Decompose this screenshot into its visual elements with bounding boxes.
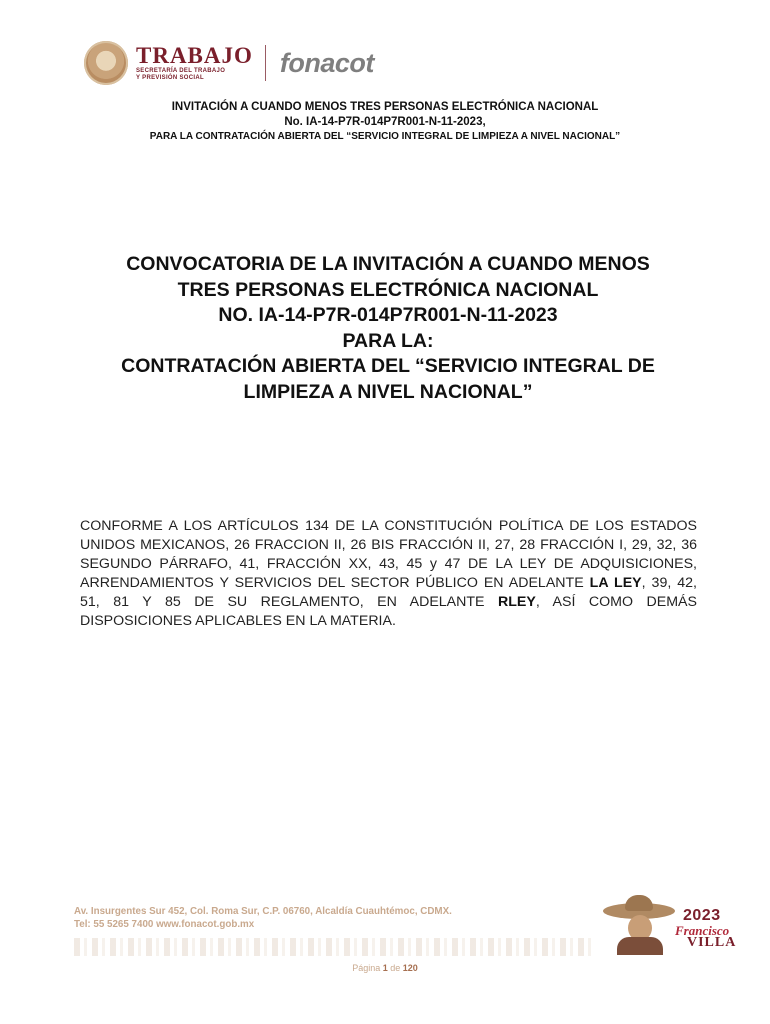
footer-address-block	[74, 905, 452, 931]
page-prefix: Página	[352, 963, 383, 973]
ministry-sub-2: Y PREVISIÓN SOCIAL	[136, 75, 204, 81]
footer-address: Av. Insurgentes Sur 452, Col. Roma Sur, C.P. 06760, Alcaldía Cuauhtémoc, CDMX.	[74, 906, 452, 917]
document-title	[70, 252, 706, 405]
footer-pattern	[74, 938, 594, 956]
ministry-logo	[136, 44, 253, 82]
logo-name-2: VILLA	[687, 935, 737, 950]
page-of: de	[387, 963, 403, 973]
logo-year: 2023	[683, 907, 721, 924]
title-line-3: NO. IA-14-P7R-014P7R001-N-11-2023	[218, 304, 558, 326]
title-line-1: CONVOCATORIA DE LA INVITACIÓN A CUANDO MENOS	[126, 253, 650, 275]
page-current: 1	[382, 963, 388, 973]
header-divider	[265, 45, 266, 81]
body-text-2: , 39, 42, 51, 81 Y 85 DE SU REGLAMENTO, EN ADELANTE	[80, 575, 697, 610]
francisco-villa-2023-logo	[603, 893, 743, 957]
body-text-1: CONFORME A LOS ARTÍCULOS 134 DE LA CONSTITUCIÓN POLÍTICA DE LOS ESTADOS UNIDOS MEXICANOS, 26 FRACCION II, 26 BIS FRACCIÓN II, 27, 28 FRACCIÓN I, 29, 32, 36 SEGUNDO PÁRRAFO, 41, FRACCIÓN XX, 43, 45 y 47 DE LA LEY DE ADQUISICIONES, ARRENDAMIENTOS Y SERVICIOS DEL SECTOR PÚBLICO EN ADELANTE	[80, 518, 697, 591]
title-line-5: CONTRATACIÓN ABIERTA DEL “SERVICIO INTEGRAL DE	[121, 355, 655, 377]
body-bold-la-ley: LA LEY	[589, 575, 642, 591]
body-text-3: , ASÍ COMO DEMÁS DISPOSICIONES APLICABLES EN LA MATERIA.	[80, 594, 697, 629]
ministry-sub-1: SECRETARÍA DEL TRABAJO	[136, 68, 226, 74]
legal-basis-paragraph	[80, 517, 697, 631]
subheading-line-3: PARA LA CONTRATACIÓN ABIERTA DEL “SERVICIO INTEGRAL DE LIMPIEZA A NIVEL NACIONAL”	[149, 131, 621, 142]
national-seal-icon	[84, 41, 128, 85]
ministry-name: TRABAJO	[136, 43, 253, 68]
logo-name-1: Francisco	[675, 923, 730, 938]
villa-portrait-icon	[603, 895, 675, 955]
subheading-line-2: No. IA-14-P7R-014P7R001-N-11-2023,	[284, 116, 486, 128]
title-line-2: TRES PERSONAS ELECTRÓNICA NACIONAL	[177, 278, 599, 301]
footer-contact: Tel: 55 5265 7400 www.fonacot.gob.mx	[74, 919, 255, 930]
letterhead	[84, 40, 374, 86]
page-total: 120	[402, 963, 418, 973]
page-number	[0, 963, 770, 973]
body-bold-rley: RLEY	[498, 594, 536, 610]
title-line-4: PARA LA:	[342, 329, 434, 352]
subheading-line-1: INVITACIÓN A CUANDO MENOS TRES PERSONAS ELECTRÓNICA NACIONAL	[171, 101, 599, 113]
fonacot-logo: fonacot	[279, 47, 374, 78]
title-line-6: LIMPIEZA A NIVEL NACIONAL”	[243, 380, 533, 403]
